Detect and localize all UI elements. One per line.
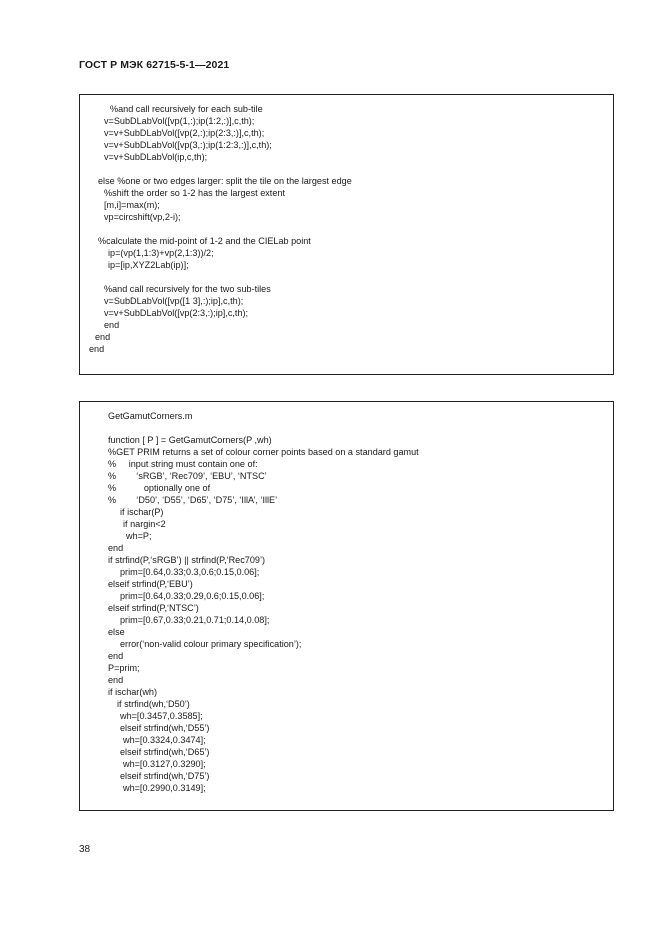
code-line: v=SubDLabVol([vp(1,:);ip(1:2,:)],c,th);	[104, 116, 255, 126]
code-line: v=v+SubDLabVol([vp(3,:);ip(1:2:3,:)],c,th);	[104, 140, 272, 150]
code-line: %calculate the mid-point of 1-2 and the CIELab point	[98, 236, 311, 246]
code-block-1	[79, 94, 614, 375]
code-line: elseif strfind(wh,‘D55’)	[120, 723, 210, 733]
code-line: error(‘non-valid colour primary specification’);	[120, 639, 302, 649]
code-line: % ‘sRGB’, ‘Rec709’, ‘EBU’, ‘NTSC’	[108, 471, 267, 481]
code-line: wh=[0.3324,0.3474];	[123, 735, 206, 745]
code-line: end	[108, 651, 124, 661]
code-line: elseif strfind(P,‘EBU’)	[108, 579, 193, 589]
code-line: v=v+SubDLabVol([vp(2,:);ip(2:3,:)],c,th);	[104, 128, 265, 138]
code-line: prim=[0.64,0.33;0.3,0.6;0.15,0.06];	[120, 567, 260, 577]
code-line: else	[108, 627, 125, 637]
code-line: % optionally one of	[108, 483, 211, 493]
code-line: % input string must contain one of:	[108, 459, 258, 469]
code-line: else %one or two edges larger: split the tile on the largest edge	[98, 176, 352, 186]
code-line: %GET PRIM returns a set of colour corner points based on a standard gamut	[108, 447, 419, 457]
page-number: 38	[79, 844, 91, 855]
code-line: v=v+SubDLabVol([vp(2:3,:);ip],c,th);	[104, 308, 249, 318]
code-line: P=prim;	[108, 663, 140, 673]
code-line: if ischar(P)	[120, 507, 164, 517]
code-line: wh=[0.2990,0.3149];	[123, 783, 206, 793]
code-line: wh=[0.3457,0.3585];	[120, 711, 203, 721]
code-line: end	[95, 332, 111, 342]
code-line: prim=[0.67,0.33;0.21,0.71;0.14,0.08];	[120, 615, 270, 625]
document-header: ГОСТ Р МЭК 62715-5-1—2021	[79, 59, 230, 71]
code-filename: GetGamutCorners.m	[108, 411, 193, 421]
code-line: end	[89, 344, 105, 354]
code-line: v=v+SubDLabVol(ip,c,th);	[104, 152, 208, 162]
code-line: ip=[ip,XYZ2Lab(ip)];	[108, 260, 189, 270]
code-line: prim=[0.64,0.33;0.29,0.6;0.15,0.06];	[120, 591, 265, 601]
code-line: wh=[0.3127,0.3290];	[123, 759, 206, 769]
code-line: if nargin<2	[123, 519, 166, 529]
code-line: elseif strfind(wh,‘D65’)	[120, 747, 210, 757]
code-line: end	[104, 320, 120, 330]
code-line: v=SubDLabVol([vp([1 3],:);ip],c,th);	[104, 296, 244, 306]
code-line: if ischar(wh)	[108, 687, 158, 697]
code-line: ip=(vp(1,1:3)+vp(2,1:3))/2;	[108, 248, 214, 258]
code-line: elseif strfind(P,‘NTSC’)	[108, 603, 199, 613]
code-line: end	[108, 543, 124, 553]
code-line: if strfind(wh,‘D50’)	[117, 699, 190, 709]
code-line: function [ P ] = GetGamutCorners(P ,wh)	[108, 435, 272, 445]
code-line: %and call recursively for the two sub-tiles	[104, 284, 271, 294]
code-line: [m,i]=max(m);	[104, 200, 160, 210]
code-line: wh=P;	[126, 531, 152, 541]
code-block-2	[79, 401, 614, 811]
code-line: vp=circshift(vp,2-i);	[104, 212, 181, 222]
code-line: %and call recursively for each sub-tile	[110, 104, 263, 114]
code-line: end	[108, 675, 124, 685]
code-line: %shift the order so 1-2 has the largest extent	[104, 188, 285, 198]
code-line: % ‘D50’, ‘D55’, ‘D65’, ‘D75’, ‘IllA’, ‘IllE’	[108, 495, 278, 505]
code-line: elseif strfind(wh,‘D75’)	[120, 771, 210, 781]
code-line: if strfind(P,‘sRGB’) || strfind(P,‘Rec709’)	[108, 555, 266, 565]
